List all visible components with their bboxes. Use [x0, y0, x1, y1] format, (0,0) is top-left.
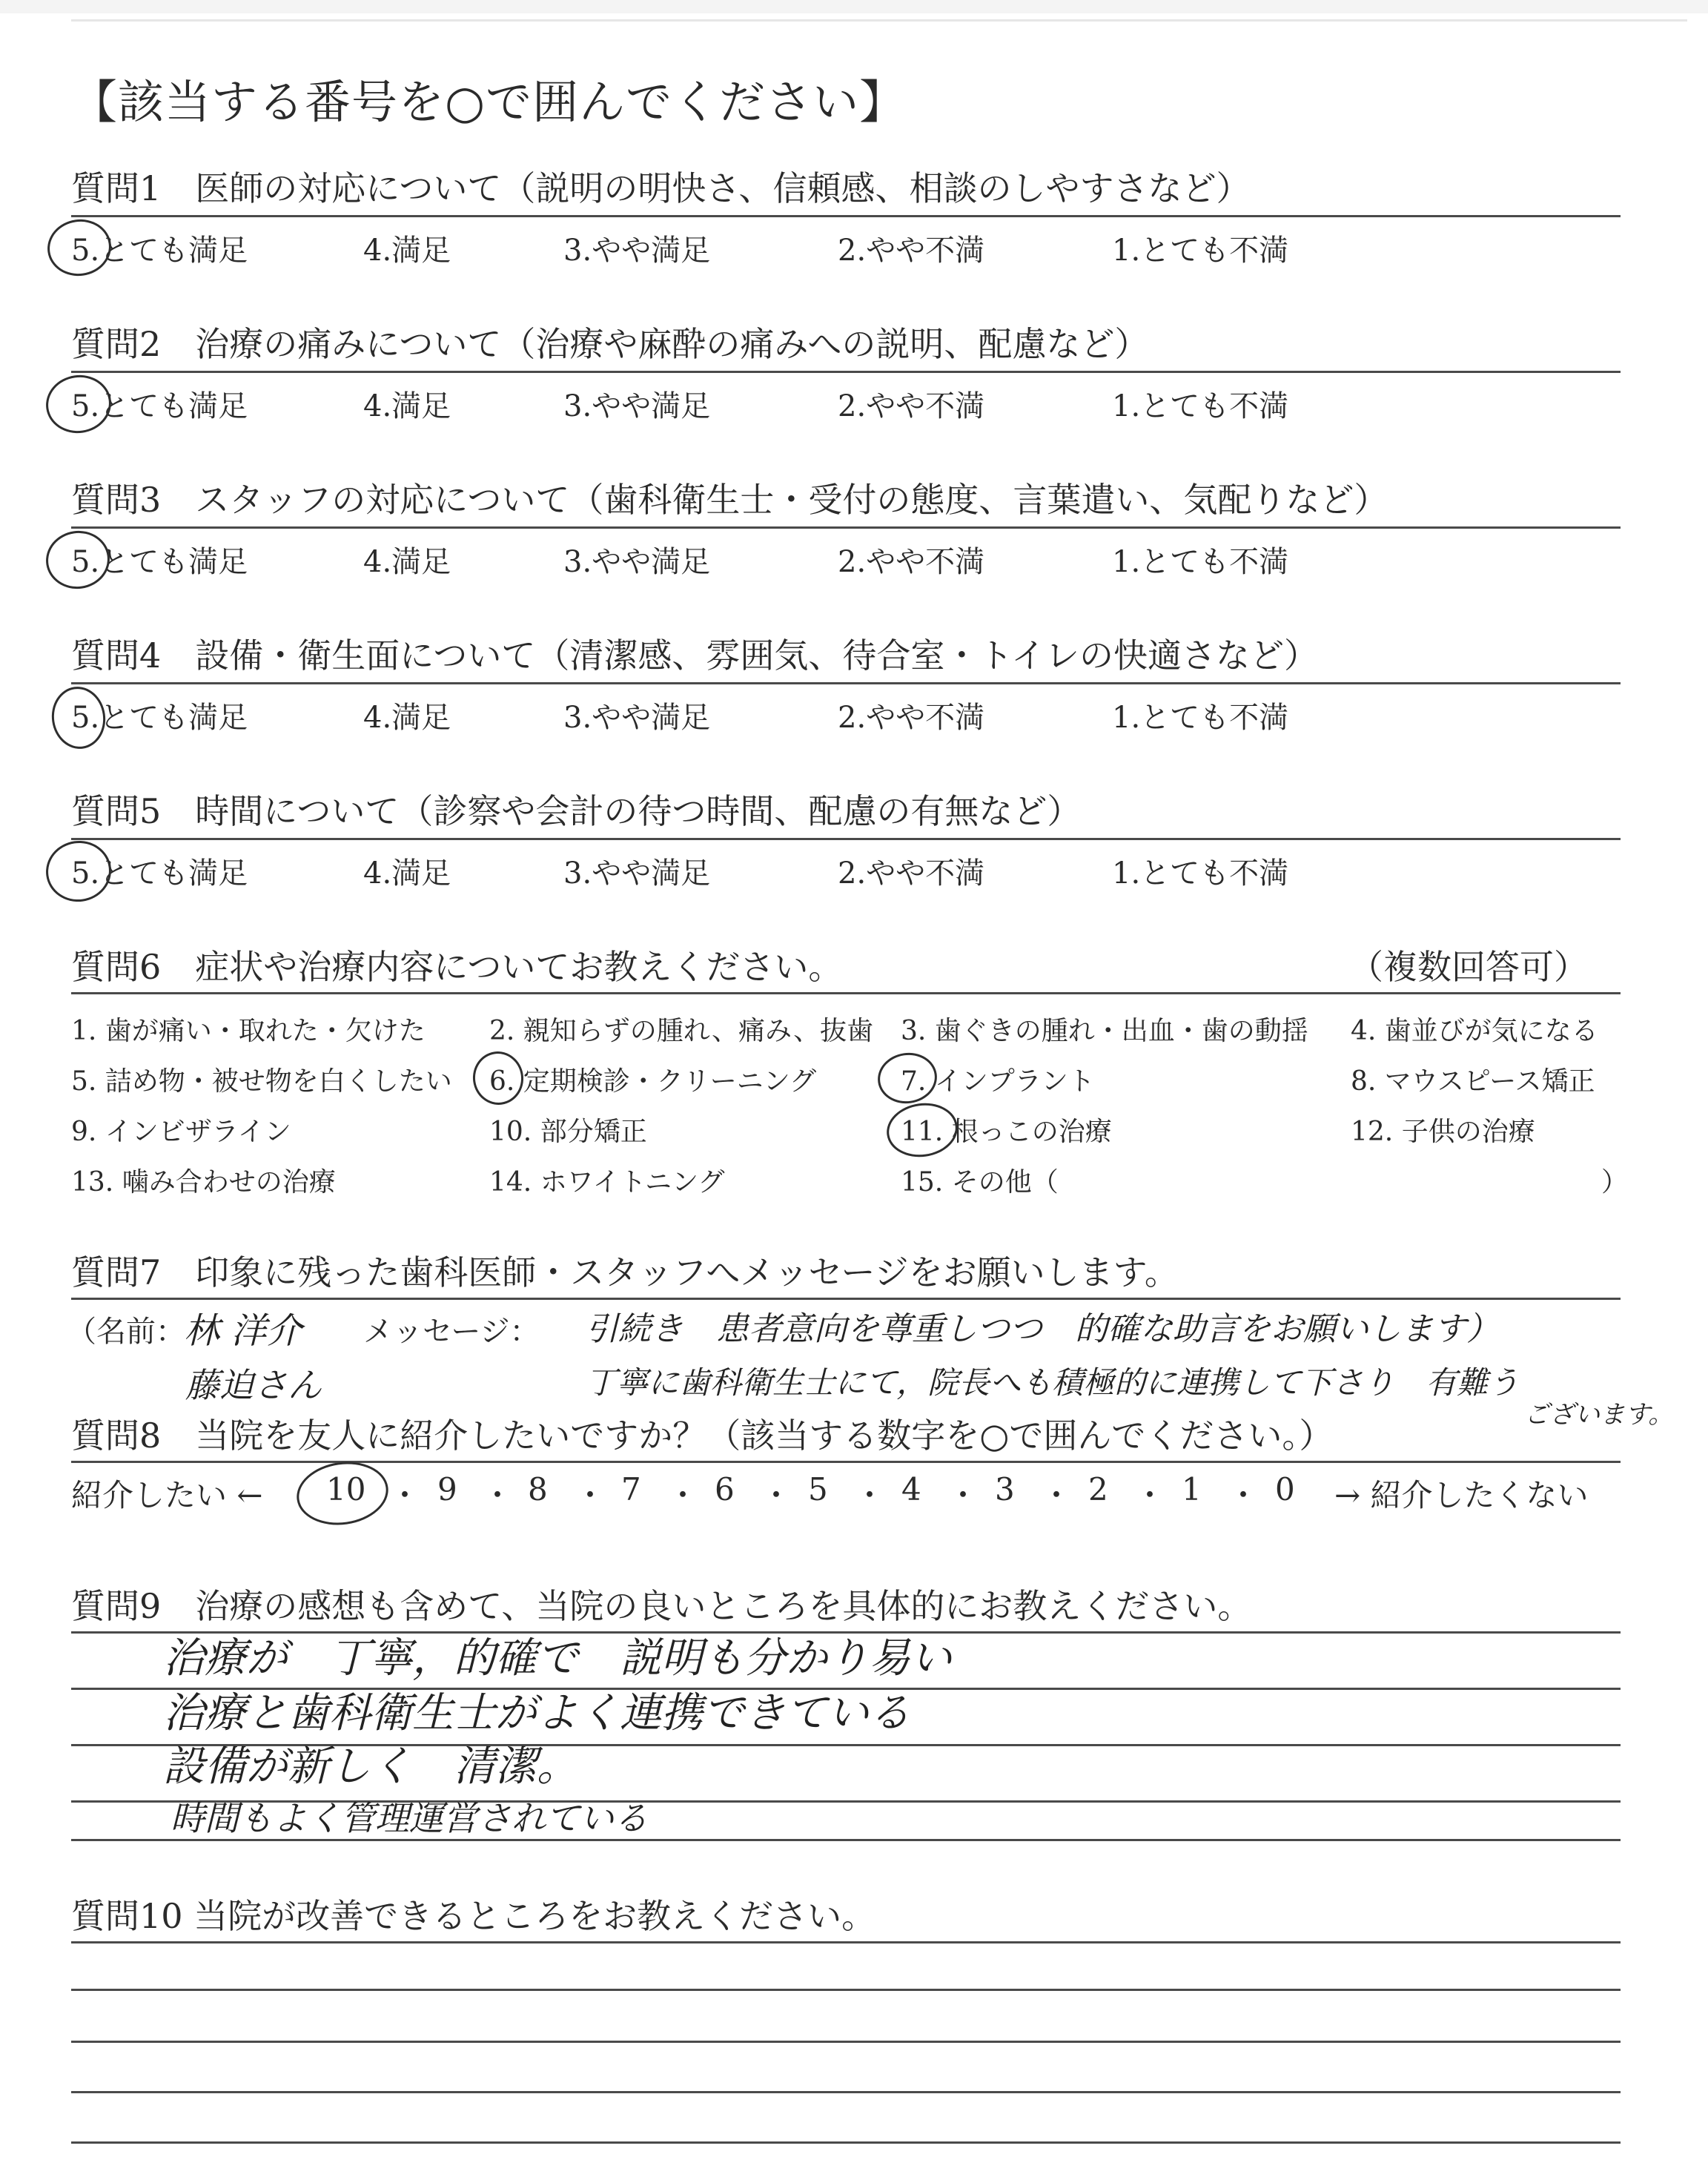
- question-10-rule-4: [71, 2091, 1621, 2093]
- q8-scale-sep: ・: [854, 1477, 886, 1513]
- question-10-rule-3: [71, 2041, 1621, 2043]
- q8-scale-5[interactable]: 5: [808, 1471, 828, 1507]
- q8-scale-sep: ・: [1041, 1477, 1073, 1513]
- q6-item-15-close-paren: ）: [1601, 1167, 1629, 1198]
- question-6-rule: [71, 992, 1621, 994]
- q2-option-2[interactable]: 2.やや不満: [838, 389, 985, 423]
- q6-item-11[interactable]: 11. 根っこの治療: [901, 1117, 1112, 1147]
- question-8-title: 質問8 当院を友人に紹介したいですか？（該当する数字を○で囲んでください。）: [71, 1416, 1334, 1456]
- q6-item-2[interactable]: 2. 親知らずの腫れ、痛み、抜歯: [489, 1016, 874, 1046]
- q8-left-label: 紹介したい ←: [71, 1477, 263, 1513]
- q7-handwritten-message-line-2: 丁寧に歯科衛生士にて，院長へも積極的に連携して下さり 有難う: [586, 1364, 1520, 1401]
- q7-handwritten-message-line-3: ございます。: [1524, 1400, 1674, 1430]
- question-3-title: 質問3 スタッフの対応について（歯科衛生士・受付の態度、言葉遣い、気配りなど）: [71, 480, 1388, 520]
- question-5-rule: [71, 838, 1621, 840]
- form-heading: 【該当する番号を○で囲んでください】: [71, 75, 907, 129]
- q6-item-15[interactable]: 15. その他（: [901, 1167, 1059, 1198]
- q3-option-3[interactable]: 3.やや満足: [563, 545, 711, 579]
- question-6-note: （複数回答可）: [1349, 947, 1588, 987]
- q7-handwritten-name-1: 林 洋介: [184, 1310, 302, 1352]
- q5-option-3[interactable]: 3.やや満足: [563, 856, 711, 891]
- q8-scale-9[interactable]: 9: [437, 1471, 457, 1507]
- q5-option-5[interactable]: 5.とても満足: [71, 856, 248, 891]
- q3-option-2[interactable]: 2.やや不満: [838, 545, 985, 579]
- question-9-title: 質問9 治療の感想も含めて、当院の良いところを具体的にお教えください。: [71, 1586, 1252, 1626]
- q6-item-14[interactable]: 14. ホワイトニング: [489, 1167, 725, 1198]
- q2-option-1[interactable]: 1.とても不満: [1112, 389, 1289, 423]
- question-10-rule-1: [71, 1941, 1621, 1943]
- q1-option-1[interactable]: 1.とても不満: [1112, 234, 1289, 268]
- question-8-rule: [71, 1461, 1621, 1463]
- q1-option-4[interactable]: 4.満足: [363, 234, 451, 268]
- question-1-title: 質問1 医師の対応について（説明の明快さ、信頼感、相談のしやすさなど）: [71, 168, 1251, 208]
- question-2-title: 質問2 治療の痛みについて（治療や麻酔の痛みへの説明、配慮など）: [71, 324, 1149, 364]
- q2-option-4[interactable]: 4.満足: [363, 389, 451, 423]
- question-6-title: 質問6 症状や治療内容についてお教えください。: [71, 947, 843, 987]
- q3-selected-circle: [42, 526, 113, 592]
- q6-selected-circle-6: [469, 1048, 526, 1109]
- q6-item-4[interactable]: 4. 歯並びが気になる: [1351, 1016, 1598, 1046]
- q7-handwritten-message-line-1: 引続き 患者意向を尊重しつつ 的確な助言をお願いします）: [586, 1310, 1499, 1348]
- question-3-rule: [71, 526, 1621, 529]
- q9-answer-line-3: 設備が新しく 清潔。: [163, 1743, 578, 1791]
- q2-option-3[interactable]: 3.やや満足: [563, 389, 711, 423]
- question-1-rule: [71, 215, 1621, 217]
- q8-scale-1[interactable]: 1: [1182, 1471, 1202, 1507]
- q3-option-5[interactable]: 5.とても満足: [71, 545, 248, 579]
- q8-scale-sep: ・: [575, 1477, 606, 1513]
- q8-scale-sep: ・: [1134, 1477, 1166, 1513]
- q6-item-1[interactable]: 1. 歯が痛い・取れた・欠けた: [71, 1016, 426, 1046]
- question-10-title: 質問10 当院が改善できるところをお教えください。: [71, 1896, 876, 1936]
- question-7-title: 質問7 印象に残った歯科医師・スタッフへメッセージをお願いします。: [71, 1252, 1179, 1292]
- question-4-title: 質問4 設備・衛生面について（清潔感、雰囲気、待合室・トイレの快適さなど）: [71, 635, 1319, 676]
- q8-scale-10[interactable]: 10: [326, 1471, 366, 1507]
- q6-item-7[interactable]: 7. インプラント: [901, 1066, 1095, 1097]
- question-10-rule-2: [71, 1989, 1621, 1991]
- q8-scale-8[interactable]: 8: [528, 1471, 548, 1507]
- q5-option-1[interactable]: 1.とても不満: [1112, 856, 1289, 891]
- q8-scale-2[interactable]: 2: [1088, 1471, 1108, 1507]
- q1-option-5[interactable]: 5.とても満足: [71, 234, 248, 268]
- q8-scale-4[interactable]: 4: [901, 1471, 921, 1507]
- q6-item-8[interactable]: 8. マウスピース矯正: [1351, 1066, 1595, 1097]
- q4-option-5[interactable]: 5.とても満足: [71, 701, 248, 735]
- scan-top-edge: [71, 19, 1687, 22]
- q1-selected-circle: [44, 215, 115, 280]
- q8-scale-6[interactable]: 6: [715, 1471, 735, 1507]
- q8-scale-sep: ・: [1228, 1477, 1260, 1513]
- q5-option-2[interactable]: 2.やや不満: [838, 856, 985, 891]
- q6-selected-circle-7: [875, 1049, 941, 1107]
- q2-selected-circle: [42, 371, 115, 437]
- q8-scale-0[interactable]: 0: [1275, 1471, 1295, 1507]
- q6-item-5[interactable]: 5. 詰め物・被せ物を白くしたい: [71, 1066, 452, 1097]
- q8-right-label: → 紹介したくない: [1334, 1477, 1589, 1513]
- q8-scale-7[interactable]: 7: [621, 1471, 641, 1507]
- q9-answer-line-2: 治療と歯科衛生士がよく連携できている: [163, 1689, 910, 1737]
- q3-option-4[interactable]: 4.満足: [363, 545, 451, 579]
- q7-message-label: メッセージ：: [363, 1315, 540, 1349]
- q1-option-3[interactable]: 3.やや満足: [563, 234, 711, 268]
- q6-item-10[interactable]: 10. 部分矯正: [489, 1117, 647, 1147]
- q4-option-4[interactable]: 4.満足: [363, 701, 451, 735]
- q1-option-2[interactable]: 2.やや不満: [838, 234, 985, 268]
- q8-scale-3[interactable]: 3: [995, 1471, 1015, 1507]
- q8-scale-sep: ・: [482, 1477, 514, 1513]
- q8-scale-sep: ・: [389, 1477, 421, 1513]
- q4-option-1[interactable]: 1.とても不満: [1112, 701, 1289, 735]
- question-7-rule: [71, 1298, 1621, 1300]
- q2-option-5[interactable]: 5.とても満足: [71, 389, 248, 423]
- q3-option-1[interactable]: 1.とても不満: [1112, 545, 1289, 579]
- q7-handwritten-name-2: 藤迫さん: [185, 1365, 322, 1405]
- q6-item-13[interactable]: 13. 噛み合わせの治療: [71, 1167, 336, 1198]
- q7-name-label: （名前：: [67, 1315, 185, 1349]
- q4-option-3[interactable]: 3.やや満足: [563, 701, 711, 735]
- question-10-rule-5: [71, 2141, 1621, 2144]
- q6-item-9[interactable]: 9. インビザライン: [71, 1117, 291, 1147]
- q8-scale-sep: ・: [947, 1477, 979, 1513]
- q8-scale-sep: ・: [667, 1477, 699, 1513]
- question-2-rule: [71, 371, 1621, 373]
- q4-option-2[interactable]: 2.やや不満: [838, 701, 985, 735]
- scan-top-band: [0, 0, 1708, 13]
- question-5-title: 質問5 時間について（診察や会計の待つ時間、配慮の有無など）: [71, 791, 1082, 831]
- q9-answer-line-4: 時間もよく管理運営されている: [171, 1798, 648, 1838]
- q6-item-12[interactable]: 12. 子供の治療: [1351, 1117, 1535, 1147]
- question-4-rule: [71, 682, 1621, 684]
- q5-option-4[interactable]: 4.満足: [363, 856, 451, 891]
- q6-selected-circle-11: [883, 1099, 961, 1162]
- q6-item-3[interactable]: 3. 歯ぐきの腫れ・出血・歯の動揺: [901, 1016, 1308, 1046]
- q5-selected-circle: [42, 836, 116, 905]
- q6-item-6[interactable]: 6. 定期検診・クリーニング: [489, 1066, 817, 1097]
- q9-answer-line-1: 治療が 丁寧，的確で 説明も分かり易い: [163, 1634, 952, 1682]
- q8-selected-circle: [293, 1456, 392, 1530]
- q8-scale-sep: ・: [761, 1477, 792, 1513]
